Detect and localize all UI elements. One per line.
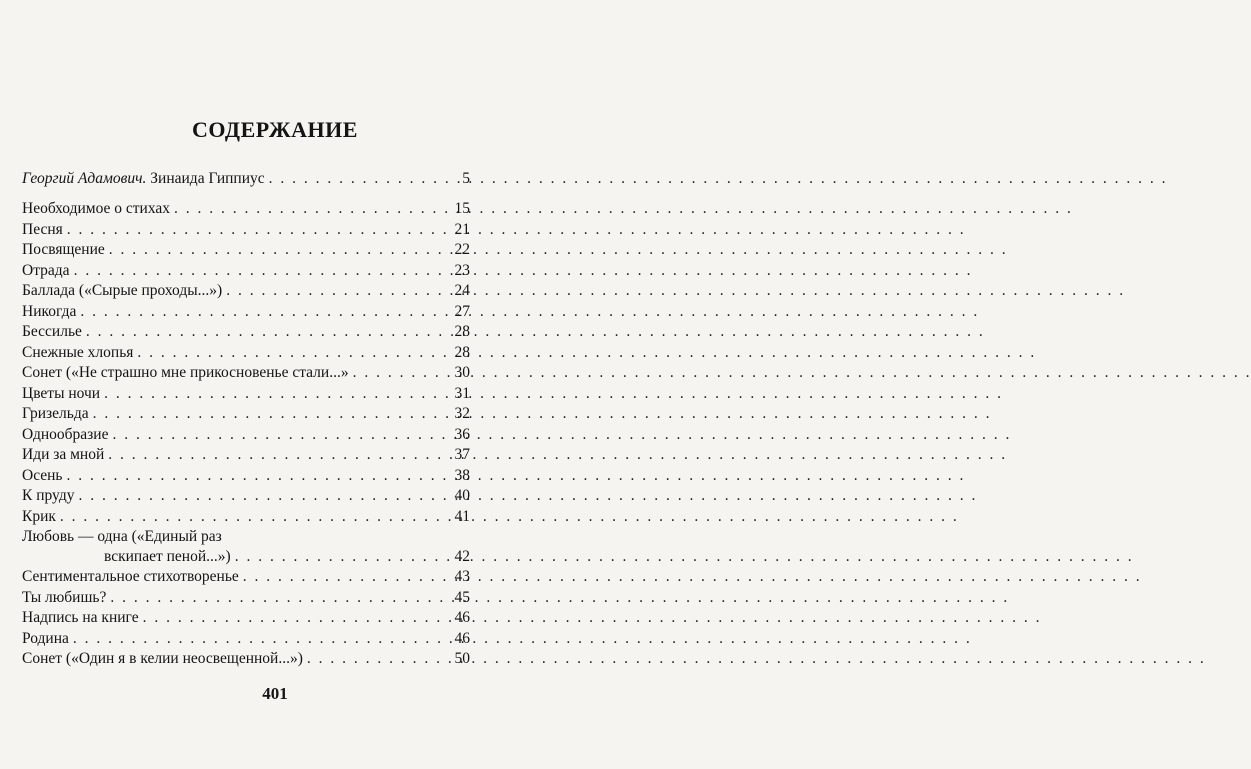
page-title: СОДЕРЖАНИЕ bbox=[192, 117, 358, 142]
toc-leader-dots bbox=[74, 261, 452, 281]
table-of-contents bbox=[22, 168, 470, 669]
toc-leader-dots bbox=[86, 322, 452, 342]
toc-entry-title: Надпись на книге bbox=[22, 609, 139, 626]
toc-entry bbox=[22, 363, 470, 384]
toc-entry-page: 50 bbox=[454, 650, 470, 667]
toc-entry-title bbox=[22, 169, 265, 189]
toc-leader-dots bbox=[60, 507, 452, 527]
toc-entry-title: Песня bbox=[22, 220, 63, 238]
toc-leader-dots bbox=[269, 169, 452, 189]
toc-leader-dots bbox=[67, 220, 452, 240]
toc-leader-dots bbox=[143, 608, 452, 628]
toc-entry-title-text: Зинаида Гиппиус bbox=[146, 169, 265, 187]
toc-entry-title: Отрада bbox=[22, 261, 70, 279]
toc-leader-dots bbox=[80, 302, 452, 322]
toc-entry bbox=[22, 342, 470, 363]
toc-entry-title: Необходимое о стихах bbox=[22, 200, 171, 217]
toc-entry-title: Родина bbox=[22, 629, 69, 647]
toc-entry-title: Цветы ночи bbox=[22, 384, 101, 402]
page-number: 401 bbox=[262, 684, 288, 703]
toc-entry bbox=[22, 281, 470, 302]
toc-entry-title: Баллада («Сырые проходы...») bbox=[22, 282, 223, 299]
toc-entry-page: 27 bbox=[454, 302, 470, 320]
toc-entry-title: Ты любишь? bbox=[22, 588, 107, 606]
toc-entry-title: Однообразие bbox=[22, 425, 109, 443]
toc-leader-dots bbox=[104, 384, 452, 404]
toc-entry-title: Сонет («Один я в келии неосвещенной...») bbox=[22, 650, 303, 667]
toc-entry bbox=[22, 465, 470, 486]
toc-entry bbox=[22, 301, 470, 322]
toc-entry bbox=[22, 322, 470, 343]
toc-leader-dots bbox=[307, 649, 452, 669]
toc-entry-title: Осень bbox=[22, 466, 63, 484]
toc-entry-page: 28 bbox=[454, 343, 470, 361]
toc-entry-title: Гризельда bbox=[22, 405, 89, 422]
toc-leader-dots bbox=[174, 199, 452, 219]
toc-entry-page: 37 bbox=[454, 446, 470, 463]
toc-entry-page: 5 bbox=[462, 169, 470, 187]
toc-entry-title: Сентиментальное стихотворенье bbox=[22, 568, 239, 585]
toc-leader-dots bbox=[109, 240, 452, 260]
toc-entry-title bbox=[22, 527, 231, 567]
toc-entry-page: 22 bbox=[454, 241, 470, 258]
toc-entry bbox=[22, 383, 470, 404]
toc-entry-page: 38 bbox=[454, 466, 470, 484]
toc-entry-page: 46 bbox=[454, 629, 470, 647]
toc-entry bbox=[22, 567, 470, 588]
toc-entry bbox=[22, 587, 470, 608]
toc-entry bbox=[22, 199, 470, 220]
toc-entry bbox=[22, 445, 470, 466]
toc-leader-dots bbox=[108, 445, 452, 465]
toc-entry bbox=[22, 219, 470, 240]
toc-entry-page: 43 bbox=[454, 568, 470, 585]
toc-entry-title: Никогда bbox=[22, 302, 77, 320]
toc-leader-dots bbox=[110, 588, 452, 608]
toc-entry bbox=[22, 260, 470, 281]
toc-entry-page: 31 bbox=[454, 384, 470, 402]
toc-entry-title: Бессилье bbox=[22, 323, 82, 340]
toc-entry-title-line-2: вскипает пеной...») bbox=[104, 547, 231, 565]
toc-entry-page: 23 bbox=[454, 261, 470, 279]
toc-entry-page: 46 bbox=[454, 609, 470, 626]
book-page bbox=[0, 0, 550, 769]
toc-entry-page: 24 bbox=[454, 282, 470, 299]
toc-entry-page: 21 bbox=[454, 220, 470, 238]
toc-entry bbox=[22, 168, 470, 189]
toc-entry-page: 36 bbox=[454, 425, 470, 443]
toc-entry-title: Посвящение bbox=[22, 241, 105, 258]
toc-entry bbox=[22, 240, 470, 261]
toc-leader-dots bbox=[243, 567, 452, 587]
toc-entry bbox=[22, 527, 470, 567]
toc-entry-title-line-1: Любовь — одна («Единый раз bbox=[22, 527, 222, 545]
toc-leader-dots bbox=[67, 466, 452, 486]
toc-entry-page: 40 bbox=[454, 487, 470, 504]
toc-leader-dots bbox=[112, 425, 452, 445]
toc-entry-title: К пруду bbox=[22, 487, 75, 504]
toc-entry-page: 30 bbox=[454, 364, 470, 381]
toc-entry-title: Иди за мной bbox=[22, 446, 105, 463]
toc-leader-dots bbox=[137, 343, 452, 363]
toc-entry-author: Георгий Адамович. bbox=[22, 169, 147, 187]
toc-leader-dots bbox=[78, 486, 452, 506]
toc-leader-dots bbox=[353, 363, 452, 383]
toc-entry-title: Сонет («Не страшно мне прикосновенье стали...» bbox=[22, 364, 349, 381]
toc-entry bbox=[22, 424, 470, 445]
toc-entry-page: 32 bbox=[454, 405, 470, 422]
toc-entry-page: 42 bbox=[454, 547, 470, 565]
toc-entry-title: Крик bbox=[22, 507, 56, 525]
toc-entry-title: Снежные хлопья bbox=[22, 343, 134, 361]
toc-entry-page: 41 bbox=[454, 507, 470, 525]
toc-leader-dots bbox=[235, 547, 452, 567]
toc-entry bbox=[22, 404, 470, 425]
toc-leader-dots bbox=[93, 404, 452, 424]
toc-entry bbox=[22, 628, 470, 649]
toc-entry bbox=[22, 486, 470, 507]
toc-leader-dots bbox=[226, 281, 452, 301]
toc-leader-dots bbox=[73, 629, 452, 649]
toc-entry-page: 28 bbox=[454, 323, 470, 340]
toc-entry-page: 15 bbox=[454, 200, 470, 217]
toc-entry bbox=[22, 608, 470, 629]
toc-entry bbox=[22, 649, 470, 670]
toc-entry bbox=[22, 506, 470, 527]
toc-entry-page: 45 bbox=[454, 588, 470, 606]
